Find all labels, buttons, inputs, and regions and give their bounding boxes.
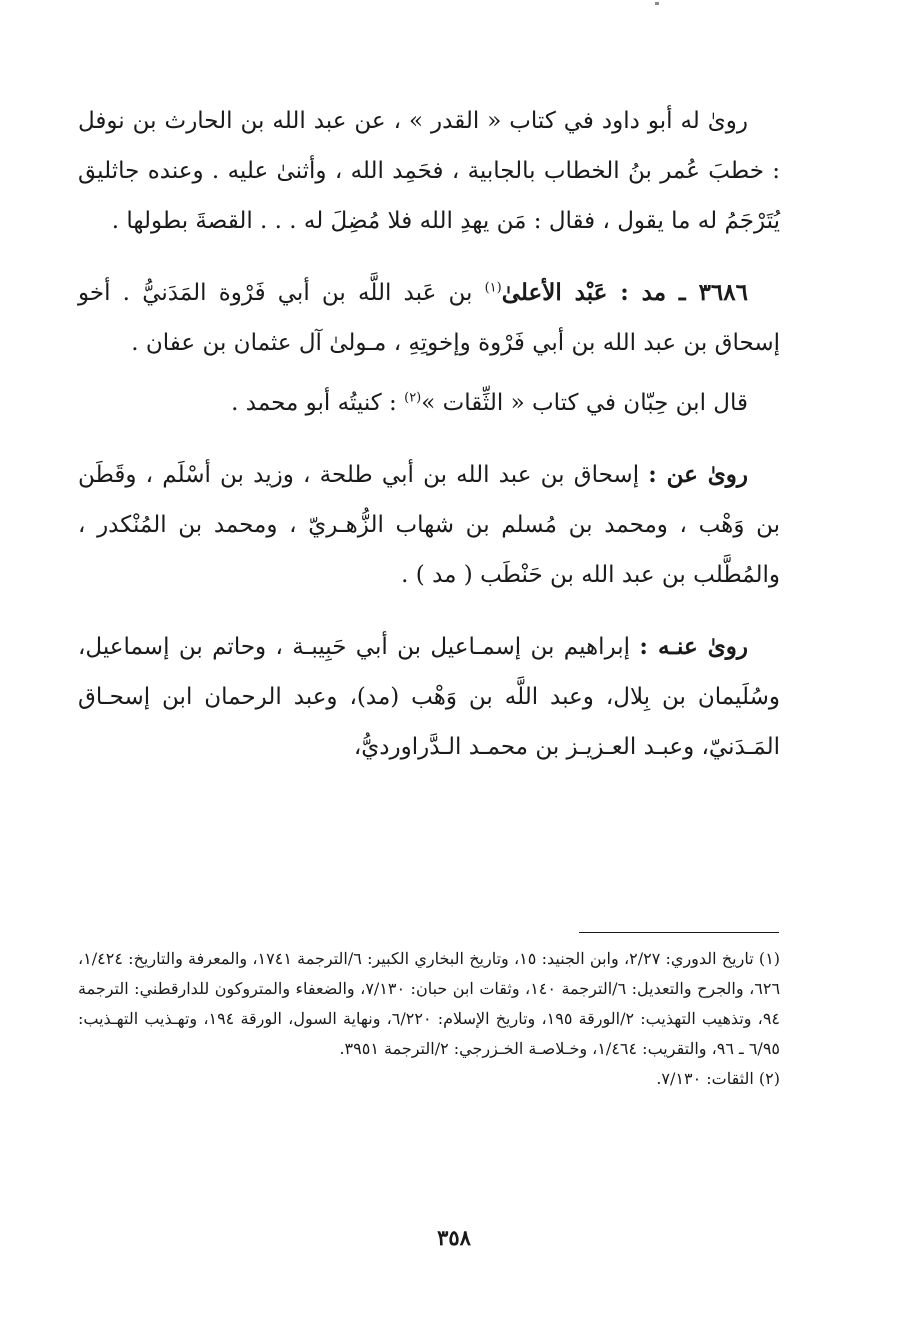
entry-heading: ٣٦٨٦ ـ مد : عَبْد الأعلىٰ <box>501 279 748 306</box>
footnote-ref-2: (٢) <box>404 390 422 406</box>
footnote-1: (١) تاريخ الدوري: ٢/٢٧، وابن الجنيد: ١٥، وتاريخ البخاري الكبير: ٦/الترجمة ١٧٤١، والمعرفة والتاريخ: ١/٤٢٤، ٦٢٦، والجرح والتعديل: ٦/الترجمة ١٤٠، وثقات ابن حبان: ٧/١٣٠، والضعفاء والمتروكون للدارقطني: الترجمة ٩٤، وتذهيب التهذيب: ٢/الورقة ١٩٥، وتاريخ الإسلام: ٦/٢٢٠، ونهاية السول، الورقة ١٩٤، وتهـذيب التهـذيب: ٦/٩٥ ـ ٩٦، والتقريب: ١/٤٦٤، وخـلاصـة الخـزرجي: ٢/الترجمة ٣٩٥١. <box>78 949 781 1058</box>
narrated-by-label: روىٰ عنـه : <box>639 633 748 660</box>
footnote-2: (٢) الثقات: ٧/١٣٠. <box>656 1069 780 1088</box>
narrated-from-label: روىٰ عن : <box>648 461 749 488</box>
paragraph-qadar-report: روىٰ له أبو داود في كتاب « القدر » ، عن عبد الله بن الحارث بن نوفل : خطبَ عُمر بنُ الخطاب بالجابية ، فحَمِد الله ، وأثنىٰ عليه . وعنده جاثليق يُتَرْجَمُ له ما يقول ، فقال : مَن يهدِ الله فلا مُضِلَ له . . . القصةَ بطولها . <box>78 108 780 234</box>
ibn-hibban-kunya: : كنيتُه أبو محمد . <box>231 390 405 416</box>
paragraph-ibn-hibban <box>78 378 780 428</box>
paragraph-narrated-by <box>78 622 780 772</box>
entry-description: بن عَبد اللَّه بن أبي فَرْوة المَدَنيُّ . أخو إسحاق بن عبد الله بن أبي فَرْوة وإخوتِهِ ، مـولىٰ آل عثمان بن عفان . <box>78 280 780 356</box>
paragraph-narrated-from <box>78 450 780 600</box>
main-text <box>78 96 780 772</box>
footnote-divider <box>579 932 779 933</box>
footnotes <box>78 944 780 1094</box>
narrated-by-list: إبراهيم بن إسمـاعيل بن أبي حَبِيبـة ، وحاتم بن إسماعيل، وسُلَيمان بن بِلال، وعبد اللَّه بن وَهْب (مد)، وعبد الرحمان ابن إسحـاق المَـدَنيّ، وعبـد العـزيـز بن محمـد الـدَّراورديُّ، <box>78 634 780 760</box>
scan-speck <box>655 2 659 5</box>
ibn-hibban-citation: قال ابن حِبّان في كتاب « الثِّقات » <box>421 390 748 416</box>
page-number: ٣٥٨ <box>437 1225 471 1250</box>
footnote-ref-1: (١) <box>484 280 502 296</box>
entry-3686 <box>78 268 780 368</box>
narrated-from-list: إسحاق بن عبد الله بن أبي طلحة ، وزيد بن أسْلَم ، وقَطَن بن وَهْب ، ومحمد بن مُسلم بن شهاب الزُّهـريّ ، ومحمد بن المُنْكدر ، والمُطَّلب بن عبد الله بن حَنْطَب ( مد ) . <box>78 462 780 588</box>
